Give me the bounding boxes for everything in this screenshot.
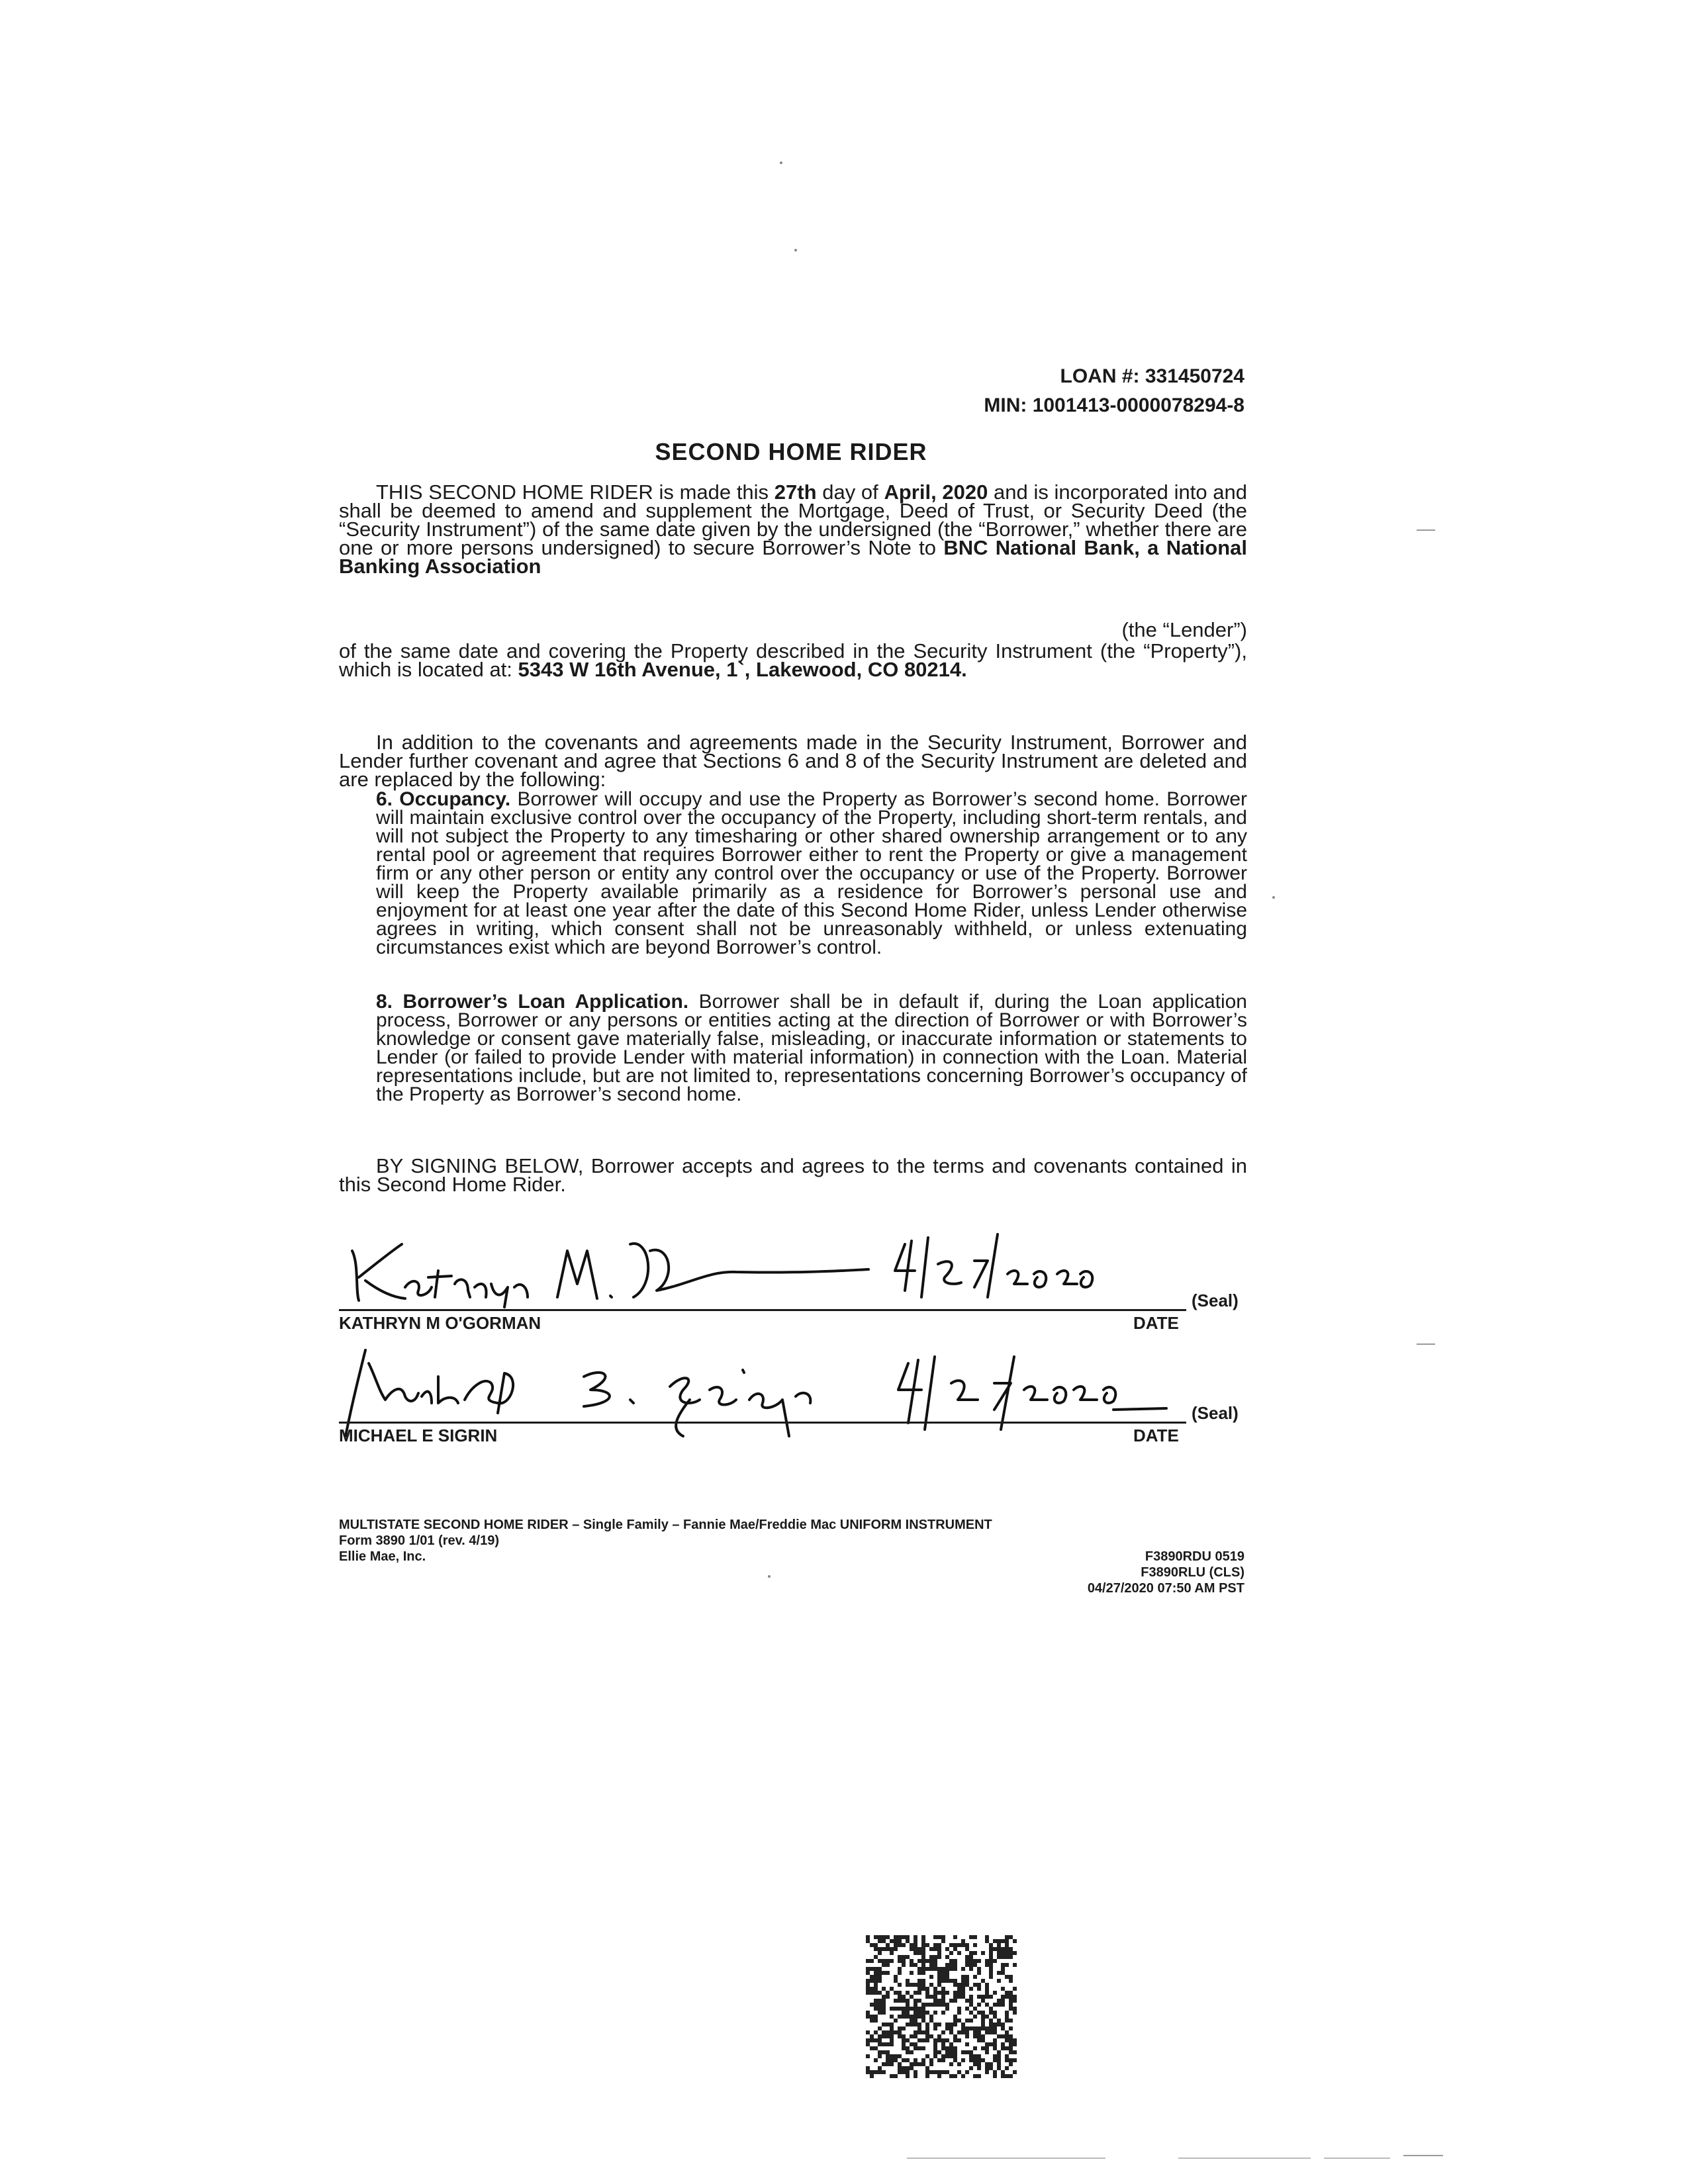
scan-speck xyxy=(768,1575,771,1578)
barcode-icon xyxy=(866,1933,1017,2078)
footer-timestamp: 04/27/2020 07:50 AM PST xyxy=(1087,1581,1244,1596)
footer-form-line: Form 3890 1/01 (rev. 4/19) xyxy=(339,1533,499,1548)
rider-month-year: April, 2020 xyxy=(884,480,988,504)
the-lender-line xyxy=(339,618,1247,641)
lender-name: BNC National Bank, a National Banking Association xyxy=(339,536,1247,578)
scan-speck xyxy=(780,161,782,164)
page-title: SECOND HOME RIDER xyxy=(655,438,927,465)
signer-1-name: KATHRYN M O'GORMAN xyxy=(339,1313,541,1333)
footer-right xyxy=(993,1549,1244,1596)
intro-paragraph xyxy=(339,480,1247,578)
footer-vendor-line: Ellie Mae, Inc. xyxy=(339,1549,426,1564)
signer-2-name: MICHAEL E SIGRIN xyxy=(339,1426,498,1445)
section-8-text: Borrower shall be in default if, during the Loan application process, Borrower or any persons or entities acting at the direction of Borrower or with Borrower’s knowledge or consent gave materially false, misleading, or inaccurate information or statements to Lender (or failed to provide Lender with material information) in connection with the Loan. Material representations include, but are not limited to, representations concerning Borrower’s occupancy of the Property as Borrower’s second home. xyxy=(376,991,1247,1105)
signer-1-seal: (Seal) xyxy=(1192,1291,1239,1310)
loan-number: LOAN #: 331450724 xyxy=(1060,365,1244,387)
min-number: MIN: 1001413-0000078294-8 xyxy=(984,394,1244,416)
footer-code-2: F3890RLU (CLS) xyxy=(1141,1565,1244,1580)
signer-2-date-label: DATE xyxy=(1133,1426,1179,1445)
intro-text-a: THIS SECOND HOME RIDER is made this xyxy=(376,480,774,504)
section-8-loan-application xyxy=(376,993,1247,1104)
signer-2-seal: (Seal) xyxy=(1192,1403,1239,1423)
scan-mark xyxy=(907,2158,1105,2159)
property-paragraph xyxy=(339,639,1247,681)
property-address: 5343 W 16th Avenue, 1`, Lakewood, CO 80214. xyxy=(518,658,967,681)
scan-mark xyxy=(1324,2158,1390,2159)
scan-mark xyxy=(1417,1343,1435,1345)
scan-mark xyxy=(1403,2155,1443,2156)
footer-code-1: F3890RDU 0519 xyxy=(1145,1549,1244,1564)
scan-mark xyxy=(1417,529,1435,531)
signer-1-date-label: DATE xyxy=(1133,1313,1179,1333)
signing-text: BY SIGNING BELOW, Borrower accepts and agrees to the terms and covenants contained in this Second Home Rider. xyxy=(339,1154,1247,1196)
scan-speck xyxy=(794,249,797,251)
signing-statement xyxy=(339,1154,1247,1196)
signature-line-2 xyxy=(339,1422,1186,1424)
section-6-text: Borrower will occupy and use the Property as Borrower’s second home. Borrower will maintain exclusive control over the occupancy of the Property, including short-term rentals, and will not subject the Property to any timesharing or other shared ownership arrangement or to any rental pool or agreement that requires Borrower either to rent the Property or give a management firm or any other person or entity any control over the occupancy or use of the Property. Borrower will keep the Property available primarily as a residence for Borrower’s personal use and enjoyment for at least one year after the date of this Second Home Rider, unless Lender otherwise agrees in writing, which consent shall not be unreasonably withheld, or unless extenuating circumstances exist which are beyond Borrower’s control. xyxy=(376,788,1247,958)
intro-text-c: and is incorporated into and shall be deemed to amend and supplement the Mortgage, Deed of Trust, or Security Deed (the “Security Instrument”) of the same date given by the undersigned (the “Borrower,” whether there are one or more persons undersigned) to secure Borrower’s Note to xyxy=(339,480,1247,559)
covenants-intro xyxy=(339,733,1247,789)
rider-day: 27th xyxy=(774,480,817,504)
signature-kathryn xyxy=(339,1224,1133,1310)
signature-line-1 xyxy=(339,1309,1186,1311)
footer-left xyxy=(339,1517,992,1565)
footer-instrument-line: MULTISTATE SECOND HOME RIDER – Single Family – Fannie Mae/Freddie Mac UNIFORM INSTRUMENT xyxy=(339,1518,992,1532)
scan-mark xyxy=(1178,2158,1311,2159)
scan-speck xyxy=(1272,896,1275,899)
section-6-heading: 6. Occupancy. xyxy=(376,788,511,810)
intro-text-b: day of xyxy=(816,480,884,504)
section-6-occupancy xyxy=(376,790,1247,957)
property-text: of the same date and covering the Property described in the Security Instrument (the “Property”), which is located at: xyxy=(339,639,1247,681)
covenants-intro-text: In addition to the covenants and agreements made in the Security Instrument, Borrower and Lender further covenant and agree that Sections 6 and 8 of the Security Instrument are deleted and are replaced by the following: xyxy=(339,731,1247,791)
section-8-heading: 8. Borrower’s Loan Application. xyxy=(376,991,689,1013)
the-lender-label: (the “Lender”) xyxy=(1121,618,1247,641)
